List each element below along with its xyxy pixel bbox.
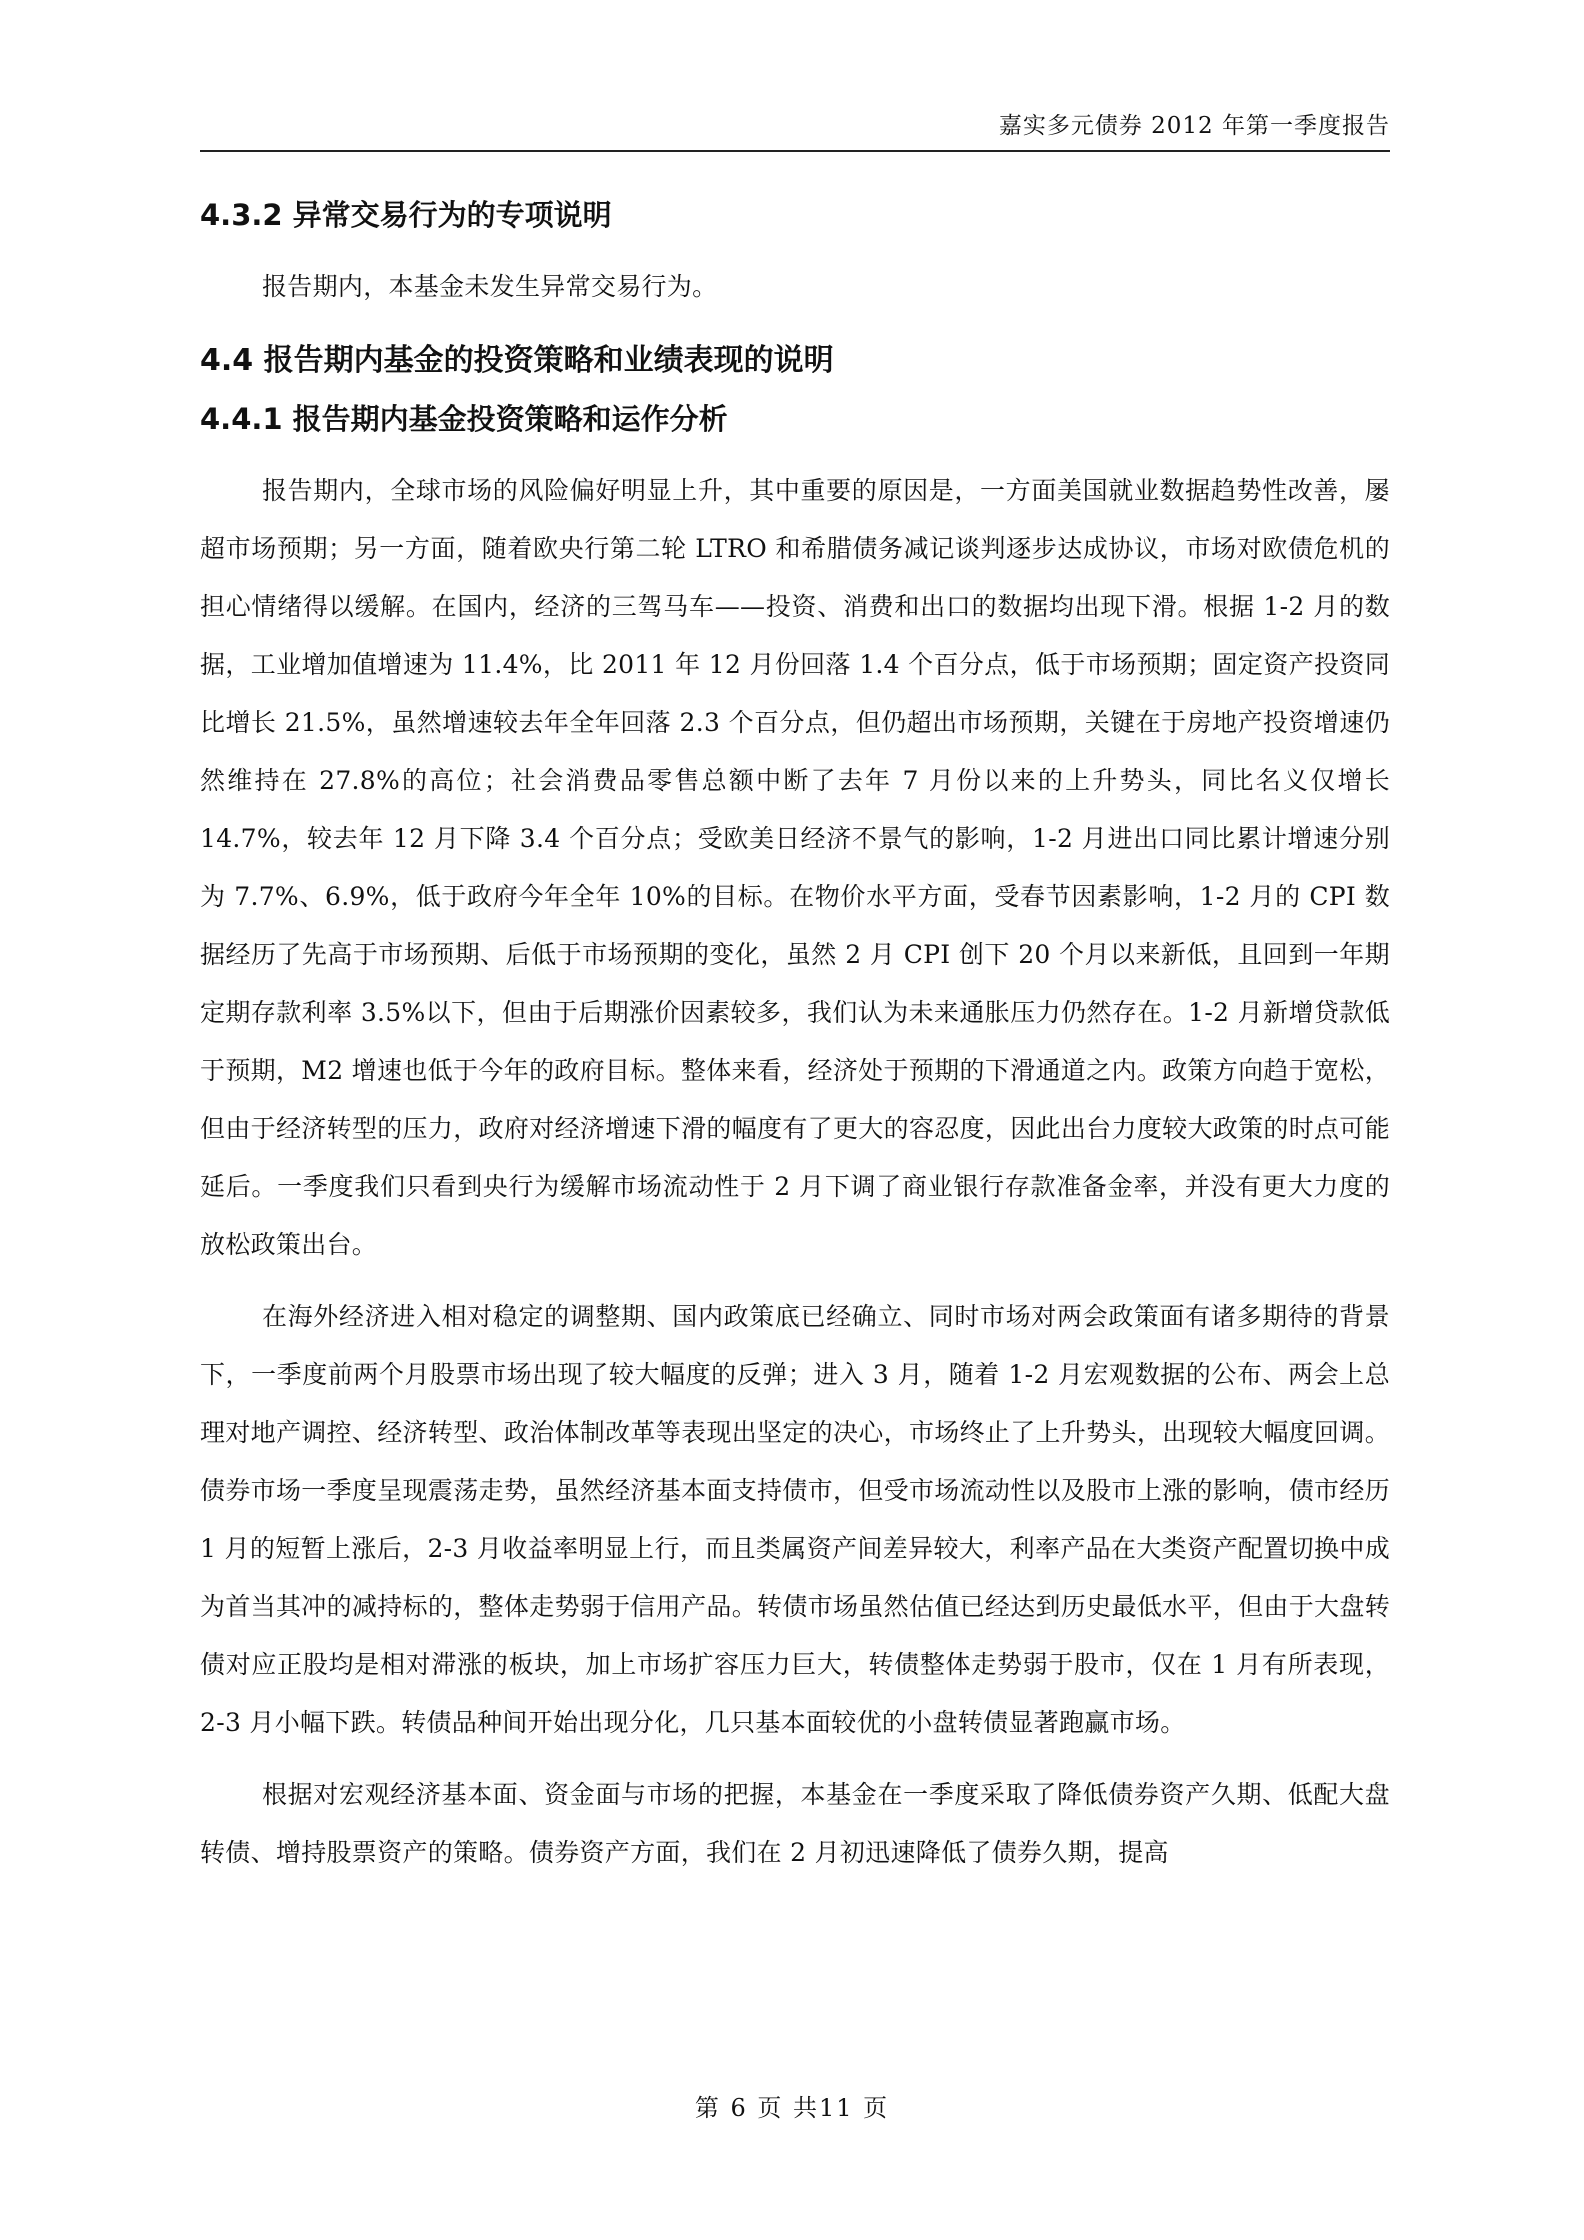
document-body	[200, 186, 1390, 1882]
section-4-4-1-paragraph-1: 报告期内，全球市场的风险偏好明显上升，其中重要的原因是，一方面美国就业数据趋势性改善，屡超市场预期；另一方面，随着欧央行第二轮 LTRO 和希腊债务减记谈判逐步达成协议，市场对欧债危机的担心情绪得以缓解。在国内，经济的三驾马车——投资、消费和出口的数据均出现下滑。根据 1-2 月的数据，工业增加值增速为 11.4%，比 2011 年 12 月份回落 1.4 个百分点，低于市场预期；固定资产投资同比增长 21.5%，虽然增速较去年全年回落 2.3 个百分点，但仍超出市场预期，关键在于房地产投资增速仍然维持在 27.8%的高位；社会消费品零售总额中断了去年 7 月份以来的上升势头，同比名义仅增长 14.7%，较去年 12 月下降 3.4 个百分点；受欧美日经济不景气的影响，1-2 月进出口同比累计增速分别为 7.7%、6.9%，低于政府今年全年 10%的目标。在物价水平方面，受春节因素影响，1-2 月的 CPI 数据经历了先高于市场预期、后低于市场预期的变化，虽然 2 月 CPI 创下 20 个月以来新低，且回到一年期定期存款利率 3.5%以下，但由于后期涨价因素较多，我们认为未来通胀压力仍然存在。1-2 月新增贷款低于预期，M2 增速也低于今年的政府目标。整体来看，经济处于预期的下滑通道之内。政策方向趋于宽松，但由于经济转型的压力，政府对经济增速下滑的幅度有了更大的容忍度，因此出台力度较大政策的时点可能延后。一季度我们只看到央行为缓解市场流动性于 2 月下调了商业银行存款准备金率，并没有更大力度的放松政策出台。	[200, 476, 1390, 1259]
page-header	[200, 106, 1390, 152]
section-heading-4-4: 4.4 报告期内基金的投资策略和业绩表现的说明	[200, 343, 834, 378]
section-4-4-1-paragraph-2: 在海外经济进入相对稳定的调整期、国内政策底已经确立、同时市场对两会政策面有诸多期待的背景下，一季度前两个月股票市场出现了较大幅度的反弹；进入 3 月，随着 1-2 月宏观数据的公布、两会上总理对地产调控、经济转型、政治体制改革等表现出坚定的决心，市场终止了上升势头，出现较大幅度回调。债券市场一季度呈现震荡走势，虽然经济基本面支持债市，但受市场流动性以及股市上涨的影响，债市经历 1 月的短暂上涨后，2-3 月收益率明显上行，而且类属资产间差异较大，利率产品在大类资产配置切换中成为首当其冲的减持标的，整体走势弱于信用产品。转债市场虽然估值已经达到历史最低水平，但由于大盘转债对应正股均是相对滞涨的板块，加上市场扩容压力巨大，转债整体走势弱于股市，仅在 1 月有所表现，2-3 月小幅下跌。转债品种间开始出现分化，几只基本面较优的小盘转债显著跑赢市场。	[200, 1302, 1390, 1737]
page-number: 第 6 页 共11 页	[694, 2094, 890, 2122]
report-title: 嘉实多元债券 2012 年第一季度报告	[998, 113, 1390, 139]
section-4-4-1-paragraph-3: 根据对宏观经济基本面、资金面与市场的把握，本基金在一季度采取了降低债券资产久期、低配大盘转债、增持股票资产的策略。债券资产方面，我们在 2 月初迅速降低了债券久期，提高	[200, 1780, 1390, 1867]
page-footer	[0, 2088, 1584, 2123]
section-heading-4-4-1: 4.4.1 报告期内基金投资策略和运作分析	[200, 402, 728, 436]
section-4-3-2-paragraph: 报告期内，本基金未发生异常交易行为。	[262, 272, 718, 301]
section-heading-4-3-2: 4.3.2 异常交易行为的专项说明	[200, 198, 612, 232]
